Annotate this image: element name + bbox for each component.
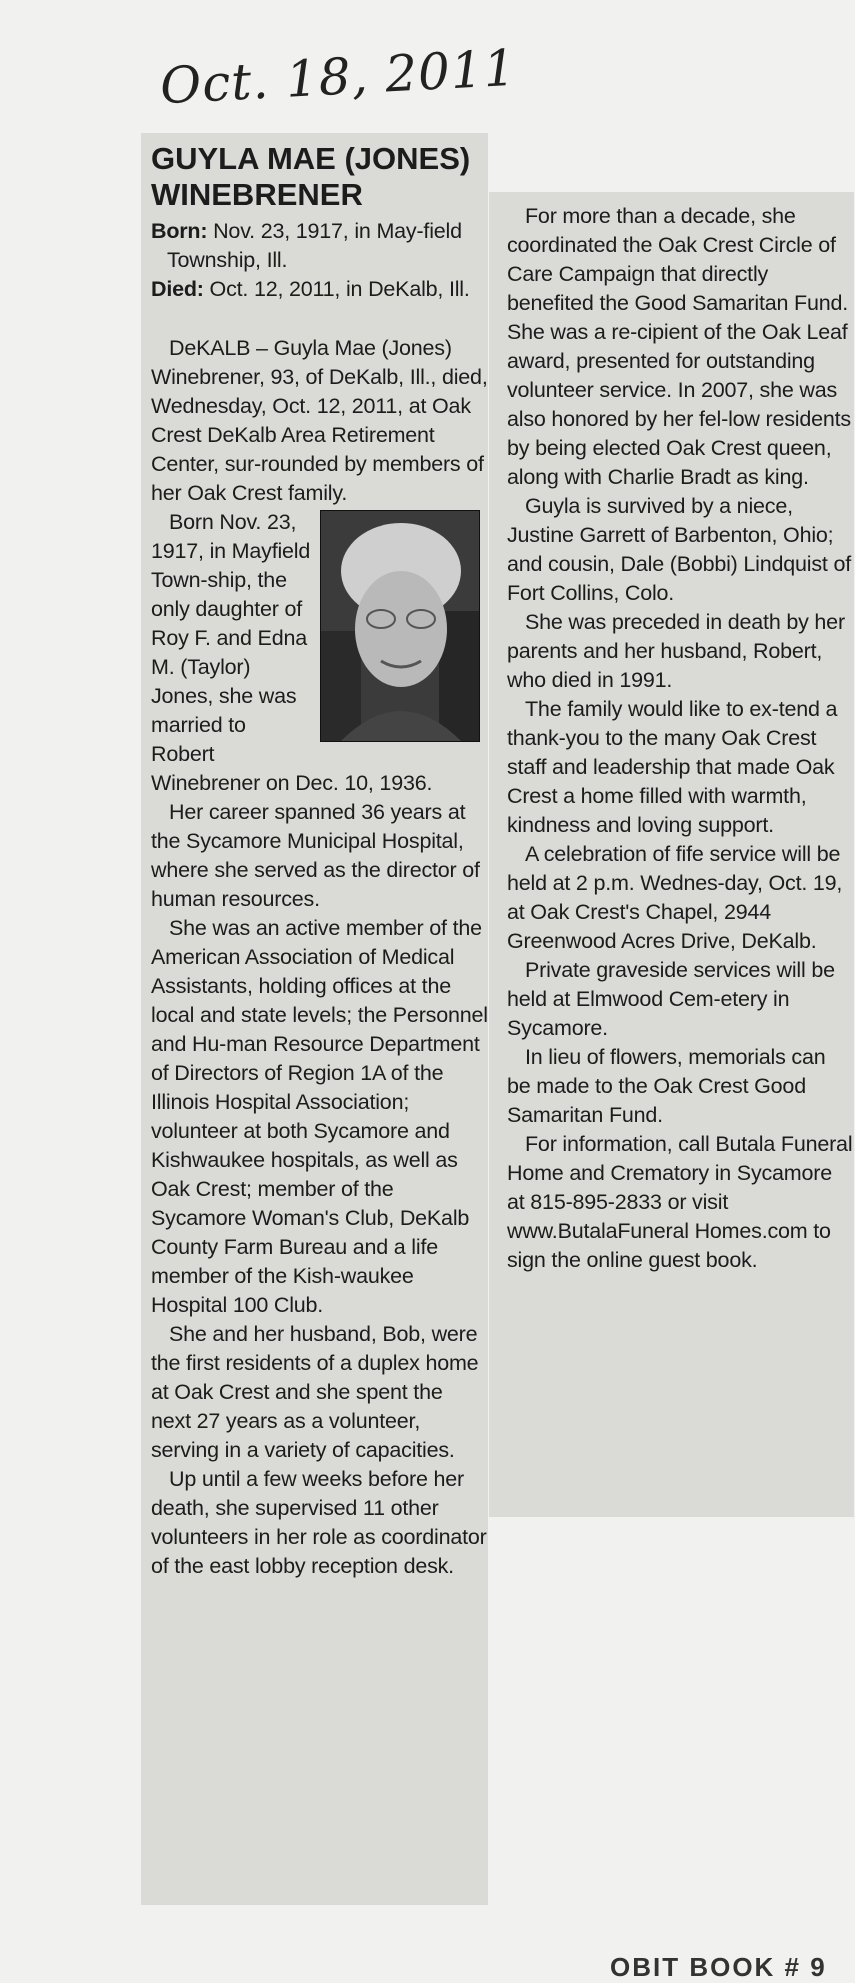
died-line (151, 275, 488, 304)
decade-paragraph: For more than a decade, she coordinated the Oak Crest Circle of Care Campaign that directly benefited the Good Samaritan Fund. She was a re-cipient of the Oak Leaf award, presented for outstanding volunteer service. In 2007, she was also honored by her fel-low residents by being elected Oak Crest queen, along with Charlie Bradt as king. (507, 204, 851, 489)
obituary-column-2 (489, 192, 854, 1517)
born-label: Born: (151, 219, 208, 243)
survived-paragraph: Guyla is survived by a niece, Justine Garrett of Barbenton, Ohio; and cousin, Dale (Bobbi) Lindquist of Fort Collins, Colo. (507, 494, 851, 605)
intro-paragraph: DeKALB – Guyla Mae (Jones) Winebrener, 93, of DeKalb, Ill., died, Wednesday, Oct. 12, 2011, at Oak Crest DeKalb Area Retirement Center, sur-rounded by members of her Oak Crest family. (151, 336, 488, 505)
obituary-column-1 (141, 133, 488, 1905)
obit-book-stamp: OBIT BOOK # 9 (610, 1952, 827, 1982)
headline-line-1: GUYLA MAE (JONES) (151, 141, 471, 176)
preceded-paragraph: She was preceded in death by her parents and her husband, Robert, who died in 1991. (507, 610, 845, 692)
supervised-paragraph: Up until a few weeks before her death, she supervised 11 other volunteers in her role as coordinator of the east lobby reception desk. (151, 1467, 487, 1578)
member-paragraph: She was an active member of the American Association of Medical Assistants, holding offices at the local and state levels; the Personnel and Hu-man Resource Department of Directors of Region 1A of the Illinois Hospital Association; volunteer at both Sycamore and Kishwaukee hospitals, as well as Oak Crest; member of the Sycamore Woman's Club, DeKalb County Farm Bureau and a life member of the Kish-waukee Hospital 100 Club. (151, 916, 488, 1317)
info-paragraph: For information, call Butala Funeral Home and Crematory in Sycamore at 815-895-2833 or visit www.ButalaFuneral Homes.com to sign the online guest book. (507, 1132, 853, 1272)
portrait-photo (320, 510, 480, 742)
headline-line-2: WINEBRENER (151, 177, 363, 212)
obituary-headline (151, 141, 488, 213)
handwritten-date: Oct. 18, 2011 (158, 38, 518, 116)
born-paragraph: Born Nov. 23, 1917, in Mayfield Town-ship, the only daughter of Roy F. and Edna M. (Taylor) Jones, she was married to Robert Winebrener on Dec. 10, 1936. (151, 510, 433, 795)
residents-paragraph: She and her husband, Bob, were the first residents of a duplex home at Oak Crest and she spent the next 27 years as a volunteer, serving in a variety of capacities. (151, 1322, 479, 1462)
memorials-paragraph: In lieu of flowers, memorials can be made to the Oak Crest Good Samaritan Fund. (507, 1045, 826, 1127)
career-paragraph: Her career spanned 36 years at the Sycamore Municipal Hospital, where she served as the director of human resources. (151, 800, 480, 911)
celebration-paragraph: A celebration of fife service will be held at 2 p.m. Wednes-day, Oct. 19, at Oak Crest's Chapel, 2944 Greenwood Acres Drive, DeKalb. (507, 842, 843, 953)
graveside-paragraph: Private graveside services will be held at Elmwood Cem-etery in Sycamore. (507, 958, 835, 1040)
thanks-paragraph: The family would like to ex-tend a thank-you to the many Oak Crest staff and leadership that made Oak Crest a home filled with warmth, kindness and loving support. (507, 697, 838, 837)
died-label: Died: (151, 277, 204, 301)
born-line (151, 217, 488, 275)
born-text: Nov. 23, 1917, in May-field Township, Ill. (167, 219, 462, 272)
died-text: Oct. 12, 2011, in DeKalb, Ill. (209, 277, 470, 301)
